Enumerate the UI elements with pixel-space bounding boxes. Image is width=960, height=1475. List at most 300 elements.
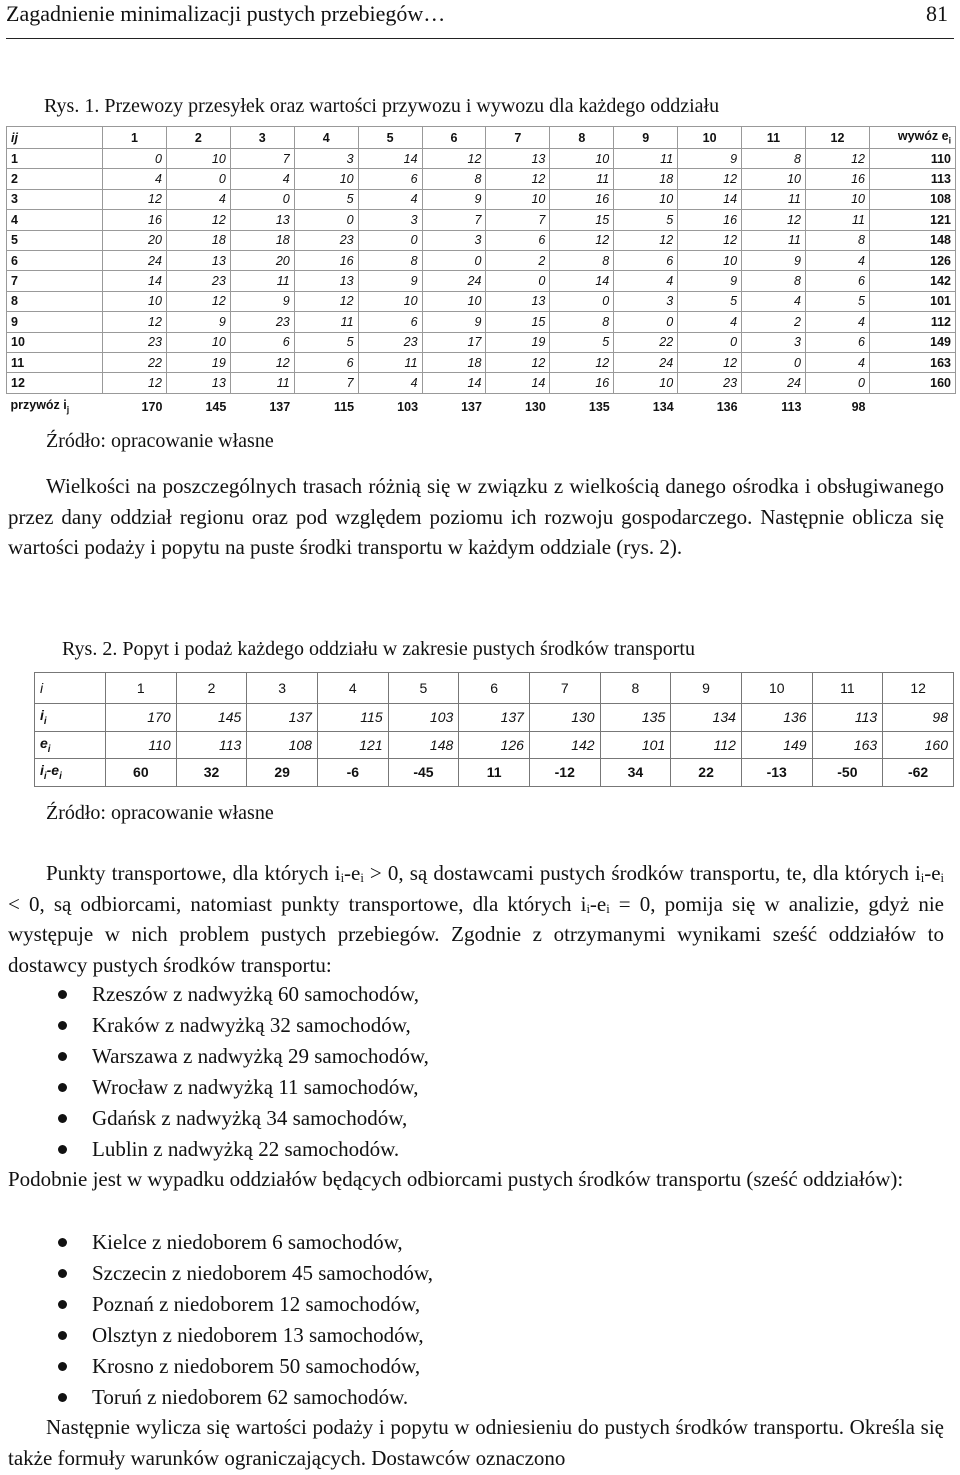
matrix-cell: 0 [805,373,869,393]
supply-column-header: 5 [388,673,459,704]
supply-cell: 160 [883,731,954,759]
supply-row [35,731,954,759]
supply-cell: 148 [388,731,459,759]
supplier-text: Gdańsk z nadwyżką 34 samochodów, [92,1106,408,1130]
matrix-cell: 3 [614,291,678,311]
supply-row-main: i [40,707,44,724]
matrix-cell: 9 [742,250,806,270]
supply-column-header: 4 [317,673,388,704]
diff-b-main: e [51,762,60,779]
przywoz-label-main: przywóz i [10,398,67,413]
matrix-cell: 4 [805,352,869,372]
supply-cell: 142 [529,731,600,759]
matrix-wywoz-cell: 160 [870,373,956,393]
matrix-przywoz-cell: 103 [397,399,419,414]
bullet-icon [58,1238,67,1247]
matrix-cell: 9 [230,291,294,311]
supply-column-header: 6 [459,673,530,704]
matrix-row [7,250,956,270]
matrix-cell: 0 [678,332,742,352]
matrix-wywoz-cell: 113 [870,169,956,189]
matrix-cell: 10 [166,149,230,169]
matrix-cell: 18 [230,230,294,250]
matrix-cell: 12 [103,312,167,332]
supply-column-header: 2 [176,673,247,704]
matrix-przywoz-cell: 170 [141,399,163,414]
supply-column-header: 11 [812,673,883,704]
matrix-przywoz-cell: 136 [716,399,738,414]
matrix-cell: 13 [486,291,550,311]
supply-cell: 134 [671,704,742,732]
matrix-cell: 12 [678,169,742,189]
supplier-item [8,1134,944,1165]
matrix-cell: 4 [678,312,742,332]
matrix-cell: 16 [103,210,167,230]
supply-cell: 170 [106,704,177,732]
matrix-cell: 13 [230,210,294,230]
matrix-cell: 5 [550,332,614,352]
matrix-row [7,189,956,209]
matrix-cell: 12 [678,230,742,250]
supply-header-row [35,673,954,704]
matrix-przywoz-cell: 145 [205,399,227,414]
receiver-item [8,1258,944,1289]
matrix-cell: 23 [358,332,422,352]
matrix-row [7,291,956,311]
supply-cell: 130 [529,704,600,732]
supply-cell: 110 [106,731,177,759]
matrix-cell: 11 [230,373,294,393]
matrix-cell: 4 [805,250,869,270]
matrix-cell: 12 [230,352,294,372]
matrix-column-header: 1 [103,127,167,149]
matrix-cell: 23 [103,332,167,352]
matrix-cell: 0 [358,230,422,250]
matrix-row-header: 1 [7,149,103,169]
matrix-cell: 6 [486,230,550,250]
matrix-przywoz-cell: 137 [269,399,291,414]
matrix-row-header: 3 [7,189,103,209]
matrix-cell: 13 [294,271,358,291]
matrix-cell: 10 [614,373,678,393]
matrix-cell: 12 [486,352,550,372]
supply-cell: 101 [600,731,671,759]
supply-diff-label [35,759,106,787]
matrix-row-header: 10 [7,332,103,352]
matrix-cell: 15 [550,210,614,230]
matrix-cell: 11 [614,149,678,169]
supply-cell: 126 [459,731,530,759]
matrix-cell: 10 [805,189,869,209]
matrix-przywoz-header [7,393,103,420]
matrix-cell: 2 [486,250,550,270]
supply-column-header: 3 [247,673,318,704]
paragraph-4 [8,1412,944,1473]
supply-column-header: 8 [600,673,671,704]
matrix-cell: 12 [103,189,167,209]
matrix-cell: 9 [422,312,486,332]
supply-cell: 137 [247,704,318,732]
matrix-cell: 23 [230,312,294,332]
matrix-wywoz-cell: 108 [870,189,956,209]
supply-diff-cell: -62 [883,759,954,787]
matrix-cell: 18 [166,230,230,250]
matrix-cell: 18 [422,352,486,372]
paragraph-3-text: Podobnie jest w wypadku oddziałów będących odbiorcami pustych środków transportu (sześć oddziałów): [8,1167,904,1191]
matrix-wywoz-cell: 163 [870,352,956,372]
supply-row [35,704,954,732]
matrix-cell: 14 [358,149,422,169]
supply-column-header: 10 [741,673,812,704]
matrix-cell: 10 [103,291,167,311]
supplier-text: Kraków z nadwyżką 32 samochodów, [92,1013,411,1037]
matrix-cell: 6 [230,332,294,352]
matrix-cell: 16 [678,210,742,230]
supplier-item [8,1041,944,1072]
matrix-cell: 9 [166,312,230,332]
supply-row-sub: i [43,716,47,728]
matrix-cell: 10 [358,291,422,311]
matrix-row-header: 8 [7,291,103,311]
matrix-cell: 23 [166,271,230,291]
receiver-text: Poznań z niedoborem 12 samochodów, [92,1292,421,1316]
matrix-przywoz-cell: 134 [652,399,674,414]
matrix-column-header: 2 [166,127,230,149]
matrix-cell: 19 [486,332,550,352]
supply-cell: 112 [671,731,742,759]
matrix-cell: 17 [422,332,486,352]
przywoz-label-sub: j [66,404,70,415]
matrix-cell: 4 [805,312,869,332]
matrix-cell: 11 [742,230,806,250]
matrix-przywoz-empty [870,393,956,420]
receiver-text: Olsztyn z niedoborem 13 samochodów, [92,1323,424,1347]
supply-row-main: e [40,734,48,751]
supply-diff-cell: 34 [600,759,671,787]
matrix-cell: 0 [422,250,486,270]
matrix-cell: 24 [103,250,167,270]
matrix-wywoz-cell: 148 [870,230,956,250]
matrix-cell: 12 [805,149,869,169]
figure-2-caption: Rys. 2. Popyt i podaż każdego oddziału w zakresie pustych środków transportu [62,638,695,660]
matrix-cell: 12 [422,149,486,169]
bullet-icon [58,1021,67,1030]
matrix-cell: 0 [230,189,294,209]
matrix-wywoz-cell: 110 [870,149,956,169]
bullet-icon [58,1393,67,1402]
matrix-column-header: 10 [678,127,742,149]
matrix-row [7,149,956,169]
supply-diff-cell: -13 [741,759,812,787]
supply-cell: 137 [459,704,530,732]
matrix-przywoz-cell: 115 [333,399,355,414]
matrix-przywoz-cell: 137 [461,399,482,414]
matrix-header-row [7,127,956,149]
matrix-cell: 20 [230,250,294,270]
matrix-cell: 7 [486,210,550,230]
paragraph-2 [8,858,944,980]
matrix-column-header: 11 [742,127,806,149]
supplier-item [8,979,944,1010]
receiver-item [8,1227,944,1258]
matrix-cell: 7 [294,373,358,393]
supply-cell: 149 [741,731,812,759]
figure-2-source: Źródło: opracowanie własne [46,802,274,824]
matrix-cell: 6 [358,312,422,332]
matrix-cell: 8 [550,250,614,270]
matrix-cell: 8 [358,250,422,270]
matrix-column-header: 5 [358,127,422,149]
receiver-text: Kielce z niedoborem 6 samochodów, [92,1230,403,1254]
matrix-cell: 13 [486,149,550,169]
supply-cell: 108 [247,731,318,759]
matrix-cell: 12 [550,230,614,250]
supply-cell: 135 [600,704,671,732]
matrix-cell: 10 [742,169,806,189]
matrix-cell: 9 [422,189,486,209]
matrix-cell: 0 [614,312,678,332]
matrix-cell: 4 [358,189,422,209]
matrix-cell: 10 [678,250,742,270]
matrix-cell: 12 [166,210,230,230]
matrix-cell: 18 [614,169,678,189]
matrix-cell: 5 [678,291,742,311]
matrix-cell: 2 [742,312,806,332]
receiver-item [8,1351,944,1382]
matrix-row-header: 11 [7,352,103,372]
bullet-icon [58,1052,67,1061]
matrix-column-header: 3 [230,127,294,149]
matrix-wywoz-cell: 142 [870,271,956,291]
matrix-cell: 10 [550,149,614,169]
supply-diff-cell: -45 [388,759,459,787]
matrix-cell: 12 [103,373,167,393]
paragraph-1-text: Wielkości na poszczególnych trasach różnią się w związku z wielkością danego ośrodka i obsługiwanego przez dany oddział regionu oraz pod względem poziomu ich rozwoju gospodarczego. Następnie oblicza się wartości podaży i popytu na puste środki transportu w każdym oddziale (rys. 2). [8,474,944,559]
supply-diff-cell: -50 [812,759,883,787]
receiver-item [8,1320,944,1351]
matrix-cell: 9 [678,149,742,169]
matrix-row-header: 12 [7,373,103,393]
matrix-cell: 6 [805,332,869,352]
matrix-cell: 16 [805,169,869,189]
matrix-cell: 14 [550,271,614,291]
matrix-cell: 3 [358,210,422,230]
page-number: 81 [926,1,948,26]
supply-diff-cell: 60 [106,759,177,787]
supply-cell: 103 [388,704,459,732]
bullet-icon [58,990,67,999]
matrix-cell: 6 [614,250,678,270]
supply-cell: 113 [812,704,883,732]
matrix-cell: 3 [742,332,806,352]
diff-a-sub: i [43,771,47,783]
bullet-icon [58,1145,67,1154]
supply-cell: 113 [176,731,247,759]
matrix-przywoz-cell: 135 [588,399,610,414]
supply-diff-cell: 29 [247,759,318,787]
matrix-cell: 24 [614,352,678,372]
supply-diff-cell: 11 [459,759,530,787]
matrix-cell: 3 [422,230,486,250]
supplier-text: Lublin z nadwyżką 22 samochodów. [92,1137,400,1161]
matrix-cell: 5 [805,291,869,311]
matrix-cell: 24 [422,271,486,291]
matrix-row-header: 4 [7,210,103,230]
supply-column-header: 1 [106,673,177,704]
matrix-cell: 16 [550,189,614,209]
bullet-icon [58,1083,67,1092]
matrix-cell: 12 [166,291,230,311]
matrix-cell: 5 [294,189,358,209]
paragraph-2-text: Punkty transportowe, dla których iᵢ-eᵢ > 0, są dostawcami pustych środków transportu, te, dla których iᵢ-eᵢ < 0, są odbiorcami, natomiast punkty transportowe, dla których iᵢ-eᵢ = 0, pomija się w analizie, gdyż nie występuje w nich problem pustych przebiegów. Zgodnie z otrzymanymi wynikami sześć oddziałów to dostawcy pustych środków transportu: [8,861,944,977]
paragraph-4-text: Następnie wylicza się wartości podaży i popytu w odniesieniu do pustych środków transportu. Określa się także formuły warunków ograniczających. Dostawców oznaczono [8,1415,944,1470]
supply-cell: 98 [883,704,954,732]
matrix-wywoz-header [870,127,956,149]
bullet-icon [58,1331,67,1340]
matrix-cell: 10 [294,169,358,189]
matrix-cell: 0 [166,169,230,189]
matrix-cell: 10 [614,189,678,209]
matrix-cell: 15 [486,312,550,332]
matrix-cell: 11 [294,312,358,332]
supply-column-header: 12 [883,673,954,704]
matrix-cell: 0 [550,291,614,311]
matrix-row [7,352,956,372]
supplier-item [8,1103,944,1134]
matrix-cell: 10 [422,291,486,311]
diff-dash: - [46,762,52,779]
matrix-cell: 4 [742,291,806,311]
matrix-przywoz-cell: 130 [524,399,546,414]
matrix-wywoz-cell: 101 [870,291,956,311]
matrix-cell: 9 [678,271,742,291]
paragraph-3 [8,1164,944,1195]
matrix-row-header: 7 [7,271,103,291]
matrix-cell: 4 [614,271,678,291]
matrix-corner: ij [7,127,103,149]
matrix-cell: 4 [166,189,230,209]
figure-1-source: Źródło: opracowanie własne [46,430,274,452]
shipment-matrix-table [6,126,956,420]
bullet-icon [58,1300,67,1309]
matrix-cell: 3 [294,149,358,169]
matrix-cell: 0 [742,352,806,372]
receiver-item [8,1289,944,1320]
matrix-cell: 4 [358,373,422,393]
suppliers-list [8,979,944,1165]
matrix-wywoz-cell: 112 [870,312,956,332]
matrix-cell: 14 [422,373,486,393]
running-header [6,0,954,39]
supply-cell: 121 [317,731,388,759]
matrix-cell: 4 [230,169,294,189]
supplier-item [8,1010,944,1041]
matrix-cell: 11 [742,189,806,209]
matrix-row-header: 9 [7,312,103,332]
matrix-cell: 11 [230,271,294,291]
matrix-row [7,312,956,332]
matrix-column-header: 12 [805,127,869,149]
supply-diff-cell: -12 [529,759,600,787]
paragraph-1 [8,471,944,563]
matrix-cell: 12 [486,169,550,189]
receiver-text: Toruń z niedoborem 62 samochodów. [92,1385,409,1409]
supply-column-header: 7 [529,673,600,704]
matrix-cell: 8 [550,312,614,332]
supply-cell: 163 [812,731,883,759]
matrix-cell: 16 [294,250,358,270]
matrix-cell: 13 [166,373,230,393]
matrix-wywoz-cell: 121 [870,210,956,230]
matrix-wywoz-cell: 126 [870,250,956,270]
matrix-cell: 8 [742,271,806,291]
matrix-cell: 12 [550,352,614,372]
matrix-cell: 5 [294,332,358,352]
bullet-icon [58,1269,67,1278]
diff-a-main: i [40,762,44,779]
receiver-text: Szczecin z niedoborem 45 samochodów, [92,1261,433,1285]
receivers-list [8,1227,944,1413]
matrix-cell: 0 [294,210,358,230]
receiver-text: Krosno z niedoborem 50 samochodów, [92,1354,421,1378]
wywoz-label-main: wywóz e [897,129,949,144]
matrix-row [7,271,956,291]
supply-cell: 145 [176,704,247,732]
matrix-cell: 7 [230,149,294,169]
matrix-cell: 7 [422,210,486,230]
matrix-row-header: 5 [7,230,103,250]
matrix-cell: 14 [678,189,742,209]
supplier-text: Warszawa z nadwyżką 29 samochodów, [92,1044,429,1068]
matrix-cell: 23 [678,373,742,393]
supply-header-label: i [35,673,106,704]
figure-1-caption: Rys. 1. Przewozy przesyłek oraz wartości przywozu i wywozu dla każdego oddziału [44,95,720,117]
matrix-cell: 20 [103,230,167,250]
matrix-column-header: 7 [486,127,550,149]
matrix-cell: 8 [742,149,806,169]
supply-diff-cell: 32 [176,759,247,787]
receiver-item [8,1382,944,1413]
matrix-cell: 0 [103,149,167,169]
matrix-cell: 10 [486,189,550,209]
matrix-row-header: 2 [7,169,103,189]
matrix-cell: 6 [805,271,869,291]
matrix-cell: 8 [805,230,869,250]
supply-row-label [35,731,106,759]
supply-demand-table [34,672,954,787]
matrix-cell: 14 [486,373,550,393]
bullet-icon [58,1114,67,1123]
matrix-cell: 16 [550,373,614,393]
matrix-cell: 22 [103,352,167,372]
matrix-cell: 12 [294,291,358,311]
matrix-cell: 12 [614,230,678,250]
matrix-column-header: 6 [422,127,486,149]
matrix-cell: 22 [614,332,678,352]
matrix-cell: 11 [805,210,869,230]
supply-row-label [35,704,106,732]
matrix-column-header: 9 [614,127,678,149]
matrix-cell: 5 [614,210,678,230]
matrix-row [7,373,956,393]
matrix-cell: 11 [358,352,422,372]
matrix-cell: 8 [422,169,486,189]
matrix-column-header: 4 [294,127,358,149]
matrix-cell: 4 [103,169,167,189]
matrix-wywoz-cell: 149 [870,332,956,352]
supply-diff-cell: -6 [317,759,388,787]
supplier-item [8,1072,944,1103]
